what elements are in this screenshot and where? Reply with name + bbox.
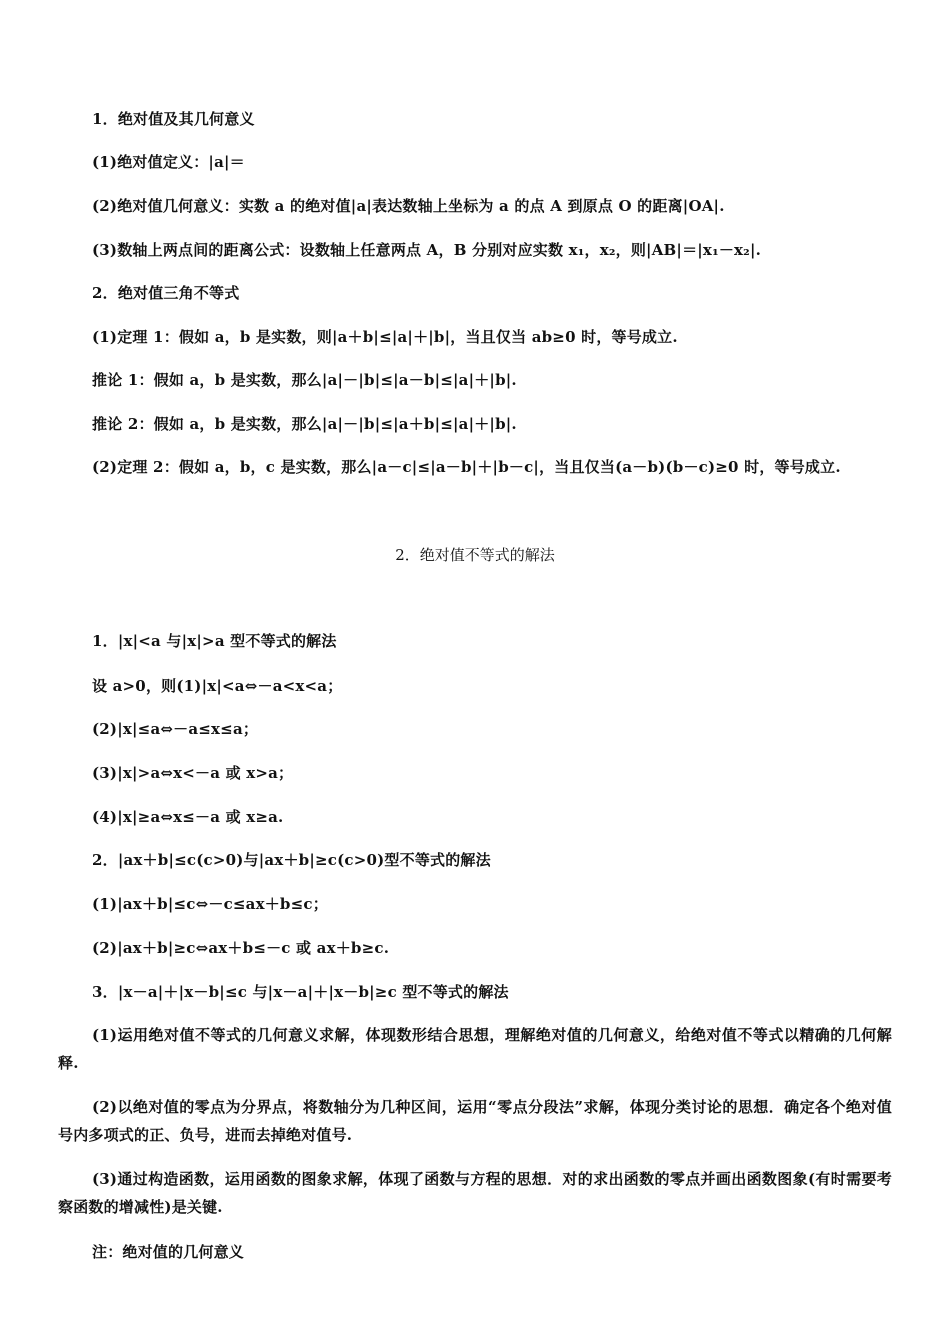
- text-corollary-1: 推论 1：假如 a，b 是实数，那么|a|－|b|≤|a－b|≤|a|＋|b|.: [92, 371, 517, 389]
- text-geometric-meaning: (2)绝对值几何意义：实数 a 的绝对值|a|表达数轴上坐标为 a 的点 A 到原点 O 的距离|OA|.: [92, 197, 725, 215]
- paragraph-method-3: (3)通过构造函数，运用函数的图象求解，体现了函数与方程的思想．对的求出函数的零点并画出函数图象(有时需要考察函数的增减性)是关键.: [58, 1170, 892, 1216]
- text-definition: (1)绝对值定义：|a|＝: [92, 153, 245, 171]
- heading-sum-of-abs: 3．|x－a|＋|x－b|≤c 与|x－a|＋|x－b|≥c 型不等式的解法: [92, 983, 509, 1001]
- text-theorem-1: (1)定理 1：假如 a，b 是实数，则|a＋b|≤|a|＋|b|，当且仅当 ab≥0 时，等号成立.: [92, 328, 678, 346]
- text-distance-formula: (3)数轴上两点间的距离公式：设数轴上任意两点 A，B 分别对应实数 x₁，x₂，则|AB|＝|x₁－x₂|.: [92, 241, 762, 259]
- text-rule-5: (1)|ax＋b|≤c⇔－c≤ax＋b≤c；: [92, 895, 328, 913]
- paragraph-method-2: (2)以绝对值的零点为分界点，将数轴分为几种区间，运用“零点分段法”求解，体现分类讨论的思想．确定各个绝对值号内多项式的正、负号，进而去掉绝对值号.: [58, 1098, 892, 1144]
- heading-triangle-inequality: 2．绝对值三角不等式: [92, 284, 240, 302]
- text-rule-6: (2)|ax＋b|≥c⇔ax＋b≤－c 或 ax＋b≥c.: [92, 939, 390, 957]
- text-note: 注：绝对值的几何意义: [92, 1243, 245, 1261]
- text-rule-2: (2)|x|≤a⇔－a≤x≤a；: [92, 720, 259, 738]
- text-rule-1: 设 a>0，则(1)|x|<a⇔－a<x<a；: [92, 677, 343, 695]
- text-rule-3: (3)|x|>a⇔x<－a 或 x>a；: [92, 764, 294, 782]
- section-title: 2．绝对值不等式的解法: [395, 546, 555, 564]
- heading-abs-lt-gt: 1．|x|<a 与|x|>a 型不等式的解法: [92, 632, 337, 650]
- text-corollary-2: 推论 2：假如 a，b 是实数，那么|a|－|b|≤|a＋b|≤|a|＋|b|.: [92, 415, 517, 433]
- paragraph-method-1: (1)运用绝对值不等式的几何意义求解，体现数形结合思想，理解绝对值的几何意义，给绝对值不等式以精确的几何解释.: [58, 1026, 892, 1072]
- heading-ax-plus-b: 2．|ax＋b|≤c(c>0)与|ax＋b|≥c(c>0)型不等式的解法: [92, 851, 491, 869]
- heading-absolute-value-meaning: 1．绝对值及其几何意义: [92, 110, 255, 128]
- text-theorem-2: (2)定理 2：假如 a，b，c 是实数，那么|a－c|≤|a－b|＋|b－c|，当且仅当(a－b)(b－c)≥0 时，等号成立.: [92, 458, 841, 476]
- text-rule-4: (4)|x|≥a⇔x≤－a 或 x≥a.: [92, 808, 284, 826]
